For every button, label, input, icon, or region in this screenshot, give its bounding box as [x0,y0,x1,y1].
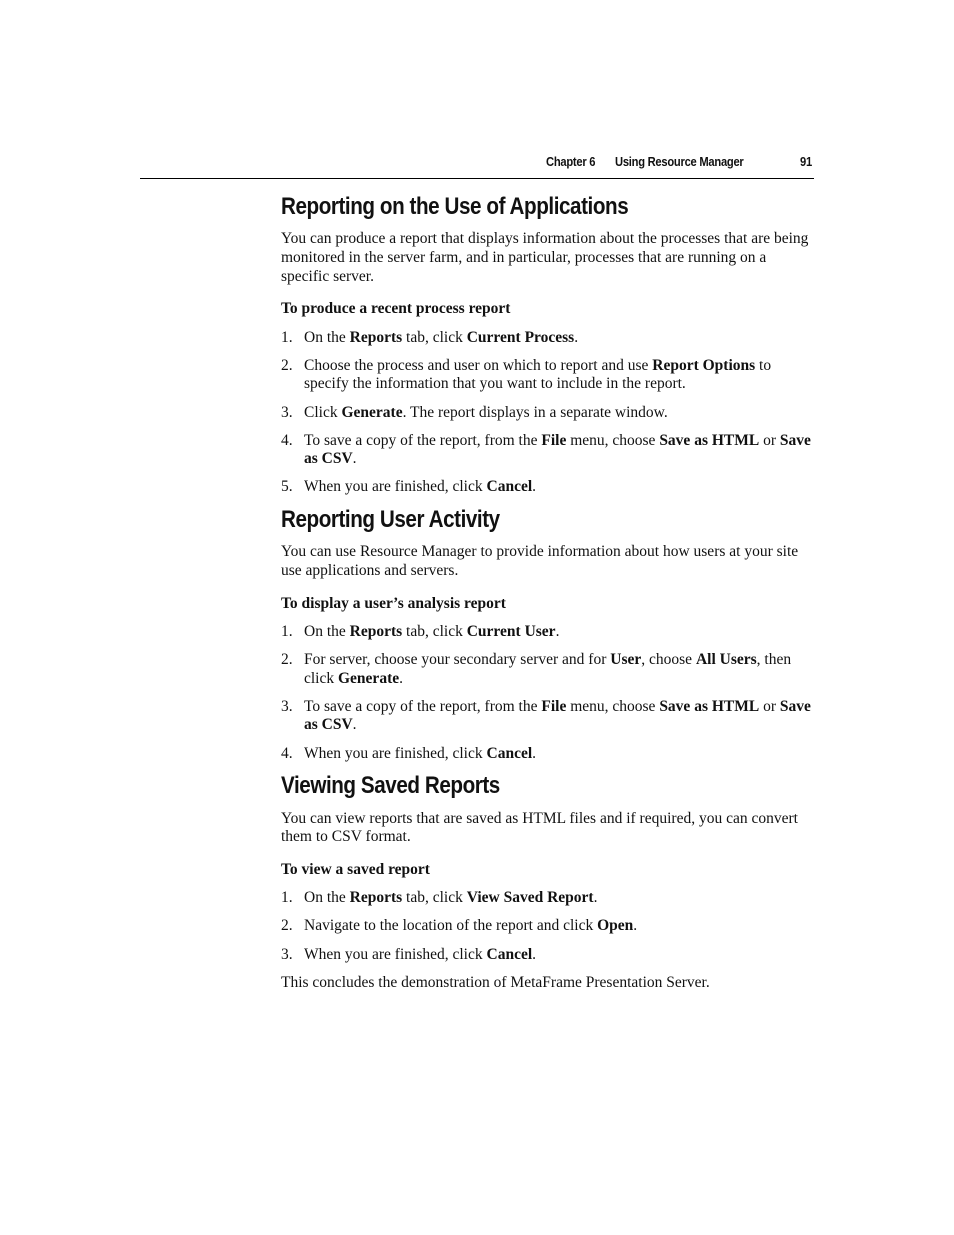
step-item [281,946,814,965]
step-text: On the [304,328,350,346]
ui-term: Generate [341,403,403,421]
step-text: To save a copy of the report, from the [304,431,542,449]
step-text: . [593,889,598,907]
step-item [281,698,814,735]
page-number: 91 [800,154,812,169]
ui-term: Reports [349,328,403,346]
step-number: 5. [281,478,293,496]
ui-term: Open [597,917,634,935]
step-text: to specify the information that you want to include in the report. [304,356,772,393]
step-number: 4. [281,431,293,449]
step-number: 2. [281,651,293,669]
step-number: 3. [281,945,293,963]
step-text: tab, click [402,889,467,907]
step-text: , then click [304,651,792,687]
section-heading: Reporting User Activity [281,505,500,533]
step-text: For server, choose your secondary server and for [304,651,611,669]
ui-term: File [541,431,567,449]
procedure-title: To produce a recent process report [281,300,511,318]
steps-list [281,623,814,763]
step-text: menu, choose [566,697,660,715]
step-item [281,329,814,348]
step-text: When you are finished, click [304,478,487,496]
step-text: tab, click [402,328,467,346]
steps-list [281,329,814,497]
step-number: 3. [281,697,293,715]
ui-term: Save as HTML [659,697,760,715]
chapter-label: Chapter 6 [546,154,596,169]
section-intro: You can use Resource Manager to provide information about how users at your site use applications and servers. [281,543,799,579]
ui-term: Reports [349,889,403,907]
section-viewing-saved-reports [281,773,814,964]
step-text: . [352,716,357,734]
step-text: When you are finished, click [304,945,487,963]
step-number: 1. [281,623,293,641]
step-text: Navigate to the location of the report and click [304,917,598,935]
ui-term: Generate [338,669,400,687]
step-number: 1. [281,889,293,907]
page-body [281,194,814,993]
ui-term: Cancel [486,945,533,963]
step-number: 1. [281,328,293,346]
step-text: . The report displays in a separate window. [402,403,668,421]
ui-term: Save as CSV [304,697,811,734]
step-text: . [399,669,403,687]
step-text: tab, click [402,623,467,641]
step-item [281,478,814,497]
procedure-title: To view a saved report [281,860,430,878]
step-text: On the [304,623,350,641]
step-item [281,889,814,908]
step-text: . [555,623,560,641]
step-item [281,745,814,764]
step-text: or [759,697,780,715]
section-heading: Viewing Saved Reports [281,772,500,800]
section-intro: You can view reports that are saved as HTML files and if required, you can convert them to CSV format. [281,809,798,846]
step-number: 3. [281,403,293,421]
section-reporting-applications [281,194,814,497]
section-heading: Reporting on the Use of Applications [281,193,629,220]
step-text: When you are finished, click [304,744,487,762]
ui-term: Current Process [466,328,575,346]
step-text: . [633,917,638,935]
ui-term: Save as CSV [304,431,811,468]
step-text: or [759,431,780,449]
step-text: Click [304,403,342,421]
sections-container [281,194,814,964]
step-text: . [532,945,537,963]
running-header [140,154,814,179]
ui-term: Cancel [486,478,533,496]
section-intro: You can produce a report that displays information about the processes that are being monitored in the server farm, and in particular, processes that are running on a specific server. [281,230,809,285]
ui-term: All Users [695,651,757,669]
ui-term: File [541,697,567,715]
step-text: Choose the process and user on which to report and use [304,356,653,374]
ui-term: View Saved Report [466,889,594,907]
step-item [281,623,814,642]
step-number: 2. [281,356,293,374]
step-item [281,357,814,394]
step-text: menu, choose [566,431,660,449]
ui-term: Cancel [486,744,533,762]
ui-term: Report Options [652,356,756,374]
steps-list [281,889,814,964]
step-text: , choose [641,651,696,669]
step-text: . [352,450,357,468]
step-item [281,651,814,688]
closing-paragraph: This concludes the demonstration of MetaFrame Presentation Server. [281,974,710,992]
section-reporting-user-activity [281,507,814,763]
procedure-title: To display a user’s analysis report [281,594,506,612]
step-text: On the [304,889,350,907]
step-text: . [532,478,537,496]
ui-term: Save as HTML [659,431,760,449]
step-text: . [532,744,537,762]
step-text: . [574,328,579,346]
ui-term: Reports [349,623,403,641]
step-item [281,404,814,423]
step-item [281,432,814,469]
step-item [281,917,814,936]
step-number: 4. [281,744,293,762]
step-text: To save a copy of the report, from the [304,697,542,715]
ui-term: User [610,651,642,669]
ui-term: Current User [466,623,556,641]
chapter-title: Using Resource Manager [615,154,744,169]
step-number: 2. [281,917,293,935]
